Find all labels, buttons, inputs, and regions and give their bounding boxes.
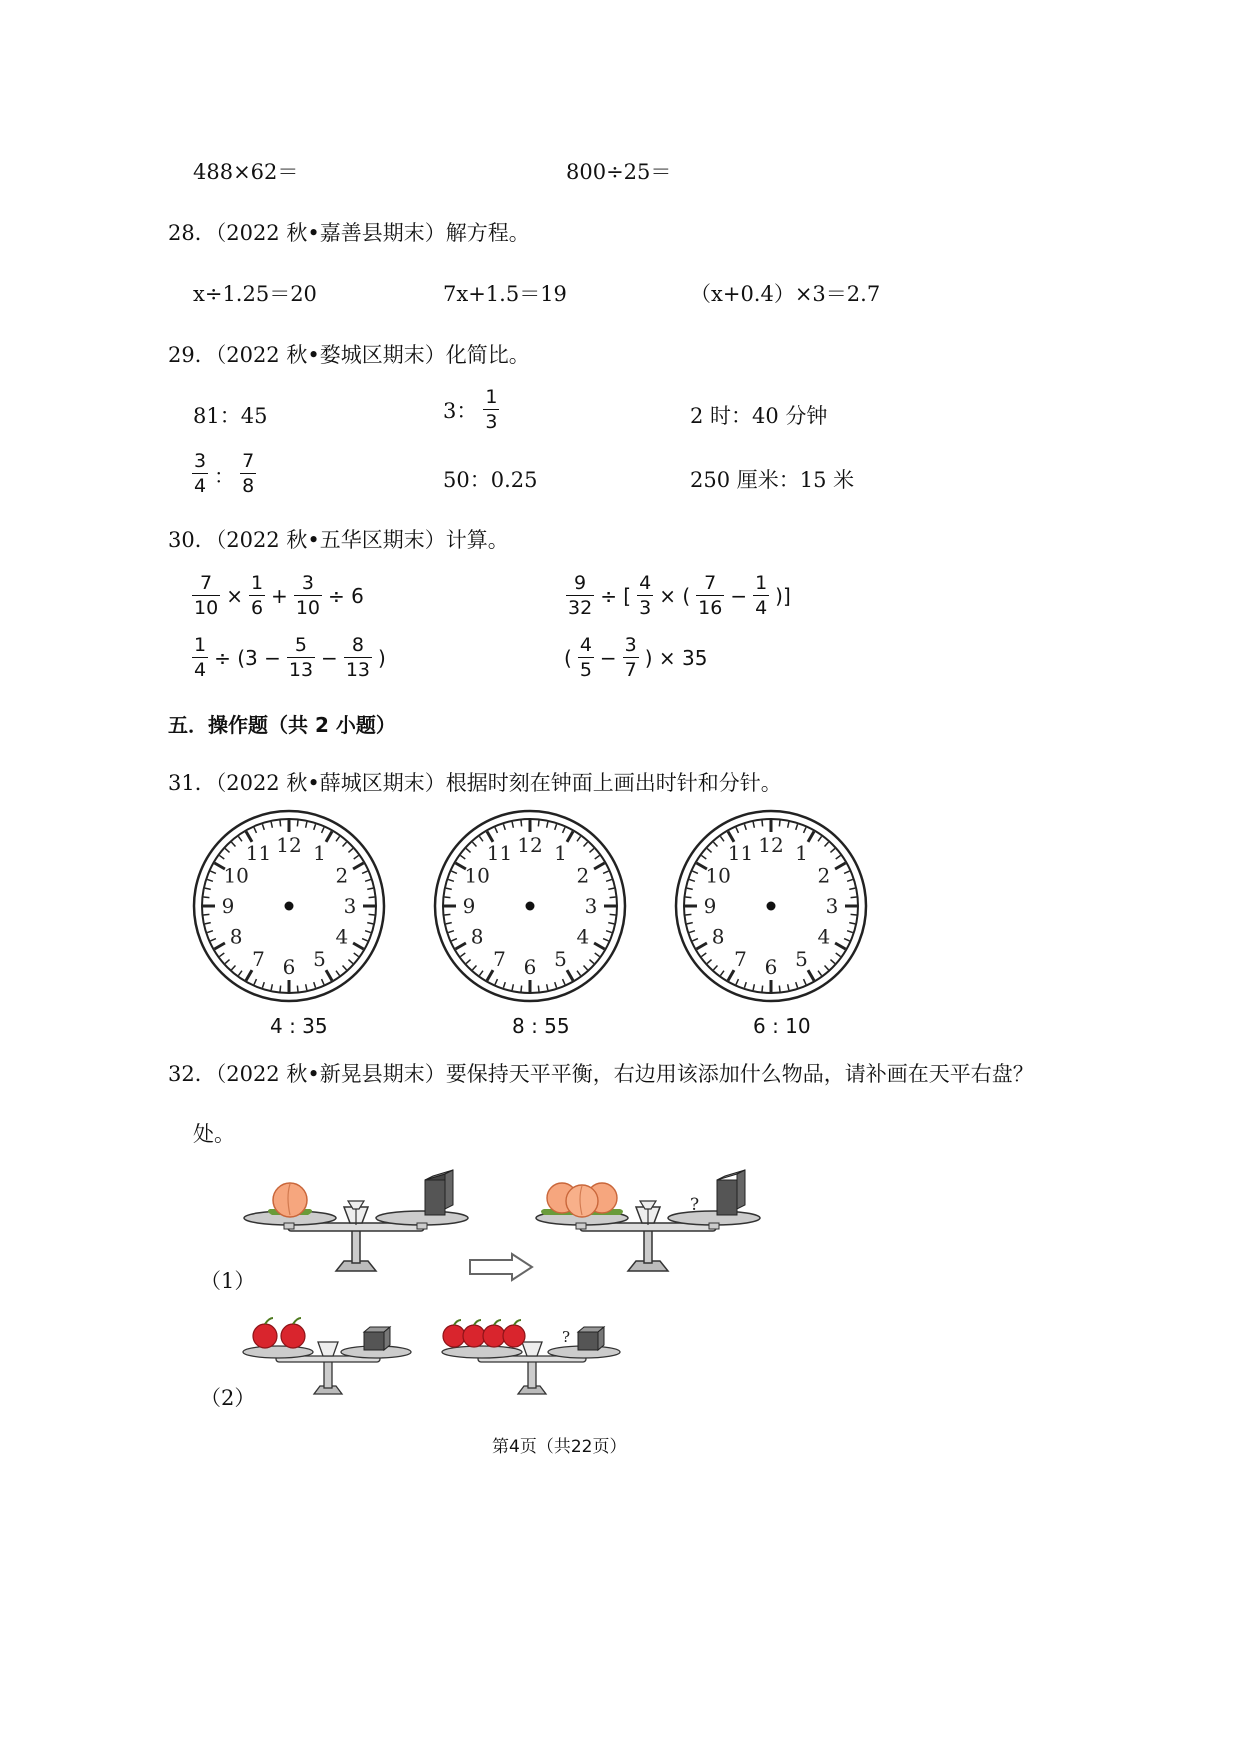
minute-tick bbox=[610, 914, 616, 915]
balance-scale-peaches-question bbox=[532, 1165, 764, 1285]
apples-icon bbox=[443, 1320, 525, 1347]
minute-tick bbox=[444, 897, 450, 898]
clock-center-dot bbox=[285, 902, 294, 911]
fraction: $\frac{1}{6}$ bbox=[250, 572, 264, 619]
clock-number: 5 bbox=[554, 946, 567, 971]
clock-face bbox=[194, 811, 384, 1001]
question-31-title: 31．（2022 秋•薛城区期末）根据时刻在钟面上画出时针和分针。 bbox=[168, 771, 782, 795]
fraction: $\frac{4}{3}$ bbox=[639, 572, 652, 619]
fraction: $\frac{7}{10}$ bbox=[194, 572, 219, 619]
minute-tick bbox=[297, 820, 298, 826]
minute-tick bbox=[521, 820, 522, 826]
clock-face bbox=[435, 811, 625, 1001]
minute-tick bbox=[762, 986, 763, 992]
clock-number: 7 bbox=[493, 946, 506, 971]
minute-tick bbox=[203, 914, 209, 915]
clock-number: 12 bbox=[517, 833, 543, 857]
clock-number: 8 bbox=[711, 924, 725, 949]
clock-number: 11 bbox=[727, 841, 754, 866]
question-mark: ? bbox=[562, 1328, 571, 1346]
clock-center-dot bbox=[526, 902, 535, 911]
peach-icon bbox=[268, 1183, 312, 1217]
clock-number: 9 bbox=[462, 894, 476, 918]
expression-30-1: $\frac{7}{10}$ × $\frac{1}{6}$ + $\frac{3}{10}$ ÷ 6 bbox=[194, 572, 364, 619]
ratio-29-4: $\frac{3}{4}$ ： $\frac{7}{8}$ bbox=[194, 450, 255, 497]
fraction: $\frac{9}{32}$ bbox=[568, 572, 593, 619]
page-footer: 第4页（共22页） bbox=[492, 1437, 627, 1457]
expression-30-2: $\frac{9}{32}$ ÷ [ $\frac{4}{3}$ × ( $\frac{7}{16}$ − $\frac{1}{4}$ )] bbox=[568, 572, 791, 619]
clock-number: 10 bbox=[464, 863, 490, 888]
clock-number: 9 bbox=[703, 894, 717, 918]
minute-tick bbox=[779, 820, 780, 826]
equation-28-2: 7x+1.5＝19 bbox=[443, 282, 567, 306]
clock-number: 2 bbox=[817, 863, 831, 888]
subquestion-label-1: （1） bbox=[200, 1269, 256, 1293]
clock-number: 6 bbox=[764, 955, 778, 979]
clock-number: 2 bbox=[335, 863, 349, 888]
clock-number: 11 bbox=[245, 841, 272, 866]
question-mark: ? bbox=[690, 1195, 700, 1215]
question-29-title: 29．（2022 秋•婺城区期末）化简比。 bbox=[168, 343, 530, 367]
minute-tick bbox=[369, 897, 375, 898]
box-weight-icon bbox=[425, 1170, 453, 1215]
clock-number: 5 bbox=[795, 946, 808, 971]
left-pan bbox=[243, 1346, 313, 1358]
clock-number: 2 bbox=[576, 863, 590, 888]
fraction: $\frac{1}{4}$ bbox=[194, 634, 207, 681]
minute-tick bbox=[521, 986, 522, 992]
minute-tick bbox=[762, 820, 763, 826]
clock-number: 6 bbox=[523, 955, 537, 979]
fraction: $\frac{1}{4}$ bbox=[755, 572, 768, 619]
clock-center-dot bbox=[767, 902, 776, 911]
clock-time-3: 6 : 10 bbox=[753, 1014, 811, 1038]
minute-tick bbox=[685, 897, 691, 898]
minute-tick bbox=[280, 820, 281, 826]
minute-tick bbox=[779, 986, 780, 992]
question-30-title: 30．（2022 秋•五华区期末）计算。 bbox=[168, 528, 509, 552]
clock-number: 7 bbox=[734, 946, 747, 971]
minute-tick bbox=[369, 914, 375, 915]
minute-tick bbox=[203, 897, 209, 898]
cube-weight-icon bbox=[364, 1327, 390, 1350]
section-heading: 五．操作题（共 2 小题） bbox=[168, 713, 396, 737]
clock-number: 1 bbox=[313, 841, 326, 866]
clock-number: 10 bbox=[705, 863, 731, 888]
balance-scale-apples-question bbox=[438, 1312, 624, 1402]
clock-number: 9 bbox=[221, 894, 235, 918]
minute-tick bbox=[538, 820, 539, 826]
fraction: $\frac{3}{4}$ bbox=[194, 450, 207, 497]
clock-number: 12 bbox=[758, 833, 784, 857]
minute-tick bbox=[685, 914, 691, 915]
clock-face bbox=[676, 811, 866, 1001]
fraction: $\frac{7}{8}$ bbox=[242, 450, 255, 497]
clock-number: 8 bbox=[470, 924, 484, 949]
question-28-title: 28．（2022 秋•嘉善县期末）解方程。 bbox=[168, 221, 530, 245]
ratio-29-6: 250 厘米：15 米 bbox=[690, 468, 855, 492]
ratio-29-3: 2 时：40 分钟 bbox=[690, 404, 828, 428]
clock-number: 8 bbox=[229, 924, 243, 949]
minute-tick bbox=[280, 986, 281, 992]
expression-30-3: $\frac{1}{4}$ ÷ (3 − $\frac{5}{13}$ − $\frac{8}{13}$ ) bbox=[194, 634, 386, 681]
fraction: $\frac{3}{10}$ bbox=[295, 572, 320, 619]
minute-tick bbox=[297, 986, 298, 992]
problem-27a: 488×62＝ bbox=[193, 160, 299, 184]
ratio-29-1: 81：45 bbox=[193, 404, 268, 428]
ratio-prefix: 3： bbox=[443, 399, 478, 423]
apples-icon bbox=[253, 1318, 305, 1348]
subquestion-label-2: （2） bbox=[200, 1386, 256, 1410]
equation-28-1: x÷1.25＝20 bbox=[193, 282, 317, 306]
peaches-icon bbox=[541, 1183, 623, 1217]
clock-number: 1 bbox=[795, 841, 808, 866]
box-weight-icon bbox=[717, 1170, 745, 1215]
fraction: $\frac{3}{7}$ bbox=[624, 634, 637, 681]
fraction: $\frac{8}{13}$ bbox=[345, 634, 370, 681]
equation-28-3: （x+0.4）×3＝2.7 bbox=[690, 282, 881, 306]
clock-faces bbox=[0, 800, 1241, 1040]
fraction: $\frac{5}{13}$ bbox=[288, 634, 314, 681]
fraction: $\frac{7}{16}$ bbox=[698, 572, 723, 619]
balance-scale-peach-box bbox=[240, 1165, 472, 1285]
fraction: $\frac{4}{5}$ bbox=[579, 634, 592, 681]
clock-number: 4 bbox=[335, 924, 349, 949]
clock-number: 5 bbox=[313, 946, 326, 971]
clock-number: 10 bbox=[223, 863, 249, 888]
minute-tick bbox=[851, 897, 857, 898]
clock-number: 11 bbox=[486, 841, 513, 866]
minute-tick bbox=[444, 914, 450, 915]
minute-tick bbox=[538, 986, 539, 992]
question-32-title-cont: 处。 bbox=[193, 1122, 235, 1146]
clock-number: 12 bbox=[276, 833, 302, 857]
clock-time-1: 4 : 35 bbox=[270, 1014, 328, 1038]
clock-number: 3 bbox=[584, 894, 598, 918]
clock-number: 1 bbox=[554, 841, 567, 866]
question-32-title: 32．（2022 秋•新晃县期末）要保持天平平衡，右边用该添加什么物品，请补画在天平右盘？ bbox=[168, 1062, 1034, 1086]
clock-number: 4 bbox=[576, 924, 590, 949]
expression-30-4: ( $\frac{4}{5}$ − $\frac{3}{7}$ ) × 35 bbox=[564, 634, 708, 681]
clock-time-2: 8 : 55 bbox=[512, 1014, 570, 1038]
minute-tick bbox=[851, 914, 857, 915]
minute-tick bbox=[610, 897, 616, 898]
problem-27b: 800÷25＝ bbox=[566, 160, 672, 184]
left-pan bbox=[442, 1346, 522, 1358]
balance-scale-apples-cube bbox=[240, 1312, 416, 1402]
arrow-right-icon bbox=[468, 1252, 536, 1282]
ratio-29-5: 50：0.25 bbox=[443, 468, 538, 492]
clock-number: 3 bbox=[343, 894, 357, 918]
cube-weight-icon bbox=[578, 1327, 604, 1350]
clock-number: 7 bbox=[252, 946, 265, 971]
clock-number: 6 bbox=[282, 955, 296, 979]
clock-number: 4 bbox=[817, 924, 831, 949]
clock-number: 3 bbox=[825, 894, 839, 918]
fraction: $\frac{1}{3}$ bbox=[485, 386, 498, 433]
ratio-29-2 bbox=[443, 388, 501, 432]
